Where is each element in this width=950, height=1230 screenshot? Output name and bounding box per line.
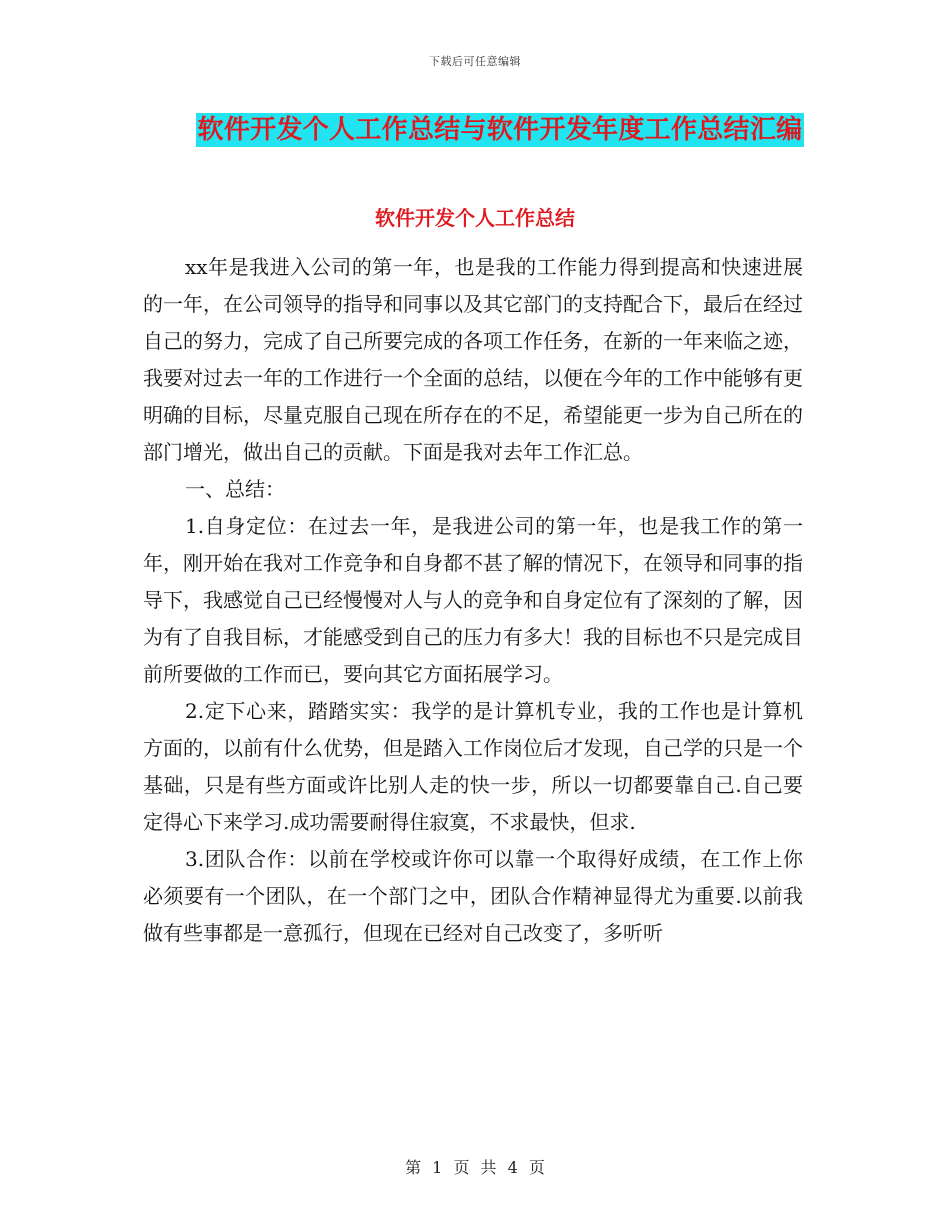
paragraph-self-positioning: 1.自身定位：在过去一年，是我进公司的第一年，也是我工作的第一年，刚开始在我对工作竞争和自身都不甚了解的情况下，在领导和同事的指导下，我感觉自己已经慢慢对人与人的竞争和自身定位有了深刻的了解，因为有了自我目标，才能感受到自己的压力有多大！我的目标也不只是完成目前所要做的工作而已，要向其它方面拓展学习。 [143, 514, 803, 686]
paragraph-steady-work: 2.定下心来，踏踏实实：我学的是计算机专业，我的工作也是计算机方面的，以前有什么优势，但是踏入工作岗位后才发现，自己学的只是一个基础，只是有些方面或许比别人走的快一步，所以一切都要靠自己.自己要定得心下来学习.成功需要耐得住寂寞，不求最快，但求. [143, 699, 803, 834]
header-note: 下载后可任意编辑 [429, 55, 521, 68]
paragraph-summary-heading: 一、总结： [185, 477, 285, 501]
paragraph-intro: xx年是我进入公司的第一年，也是我的工作能力得到提高和快速进展的一年，在公司领导的指导和同事以及其它部门的支持配合下，最后在经过自己的努力，完成了自己所要完成的各项工作任务，在新的一年来临之迹，我要对过去一年的工作进行一个全面的总结，以便在今年的工作中能够有更明确的目标，尽量克服自己现在所存在的不足，希望能更一步为自己所在的部门增光，做出自己的贡献。下面是我对去年工作汇总。 [143, 255, 803, 464]
section-title: 软件开发个人工作总结 [375, 206, 575, 230]
paragraph-teamwork: 3.团队合作：以前在学校或许你可以靠一个取得好成绩，在工作上你必须要有一个团队，在一个部门之中，团队合作精神显得尤为重要.以前我做有些事都是一意孤行，但现在已经对自己改变了，多听听 [143, 847, 803, 945]
body-content [143, 249, 803, 952]
document-title: 软件开发个人工作总结与软件开发年度工作总结汇编 [197, 115, 803, 145]
page-footer: 第 1 页 共 4 页 [405, 1158, 545, 1177]
document-title-container [0, 113, 950, 147]
